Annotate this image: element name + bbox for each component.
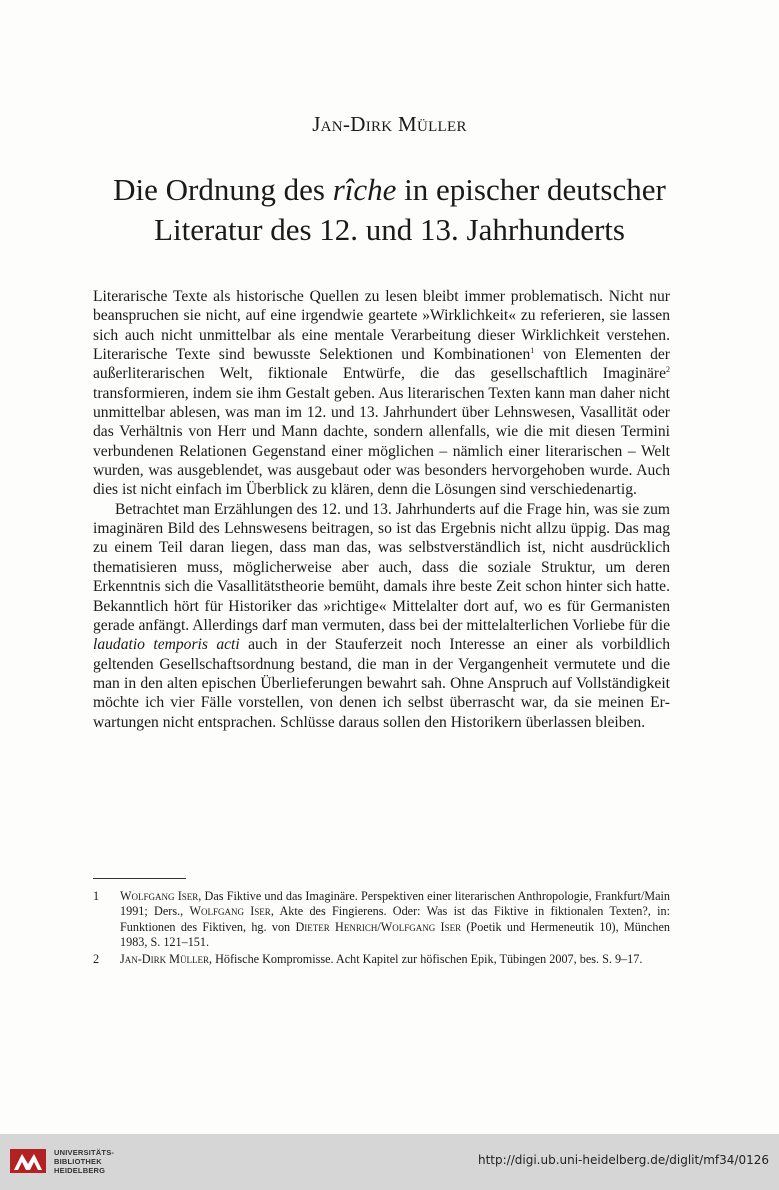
footnote-citation: , Akte des Fingierens. Oder: Was ist das Fiktive in fiktionalen Texten?, in: Funktionen des Fiktiven, hg. von [120, 904, 670, 934]
page-url[interactable]: http://digi.ub.uni-heidelberg.de/diglit/mf34/0126 [478, 1153, 769, 1167]
footnote-ref-2[interactable]: 2 [666, 365, 670, 375]
footnote-author: Jan-Dirk Müller [120, 952, 209, 967]
library-name [54, 1148, 114, 1175]
footnote-1 [93, 889, 670, 950]
title-text-1: Die Ordnung des [113, 172, 333, 207]
footnote-author: Wolfgang Iser [189, 904, 271, 919]
chapter-title [60, 170, 719, 250]
paragraph-1-text-b: von Elementen der außerliterarischen Welt, fiktionale Entwürfe, die das gesellschaftlich Imaginäre [93, 346, 670, 383]
library-name-line: BIBLIOTHEK [54, 1156, 102, 1166]
footnote-number: 2 [93, 952, 100, 967]
paragraph-1-text-a: Literarische Texte als historische Quellen zu lesen bleibt immer problematisch. Nicht nur beanspruchen sie nicht, auf eine irgendwie geartete »Wirklichkeit« zu referieren, sie lassen sich auch nicht unmittelbar als eine mentale Verarbeitung dieser Wirklichkeit verstehen. Literarische Texte sind bewusste Selektionen und Kombinationen [93, 288, 670, 364]
paragraph-1-text-c: transformieren, indem sie ihm Gestalt geben. Aus literarischen Texten kann man daher nicht unmittelbar ablesen, was man im 12. und 13. Jahrhundert über Lehnswesen, Vasallität oder das Verhältnis von Herr und Mann dachte, sondern allenfalls, wie die mit diesen Termini verbundenen Relationen Gegenstand einer möglichen – nämlich einer literarischen – Welt wurden, was ausgeblendet, was ausgebaut oder was besonders hervorgehoben wurde. Auch dies ist nicht einfach im Überblick zu klären, denn die Lösungen sind verschiedenartig. [93, 384, 670, 499]
footnote-ref-1[interactable]: 1 [530, 346, 535, 356]
library-name-line: UNIVERSITÄTS- [54, 1147, 115, 1157]
footnote-citation: (Poetik und Hermeneutik 10), München 1983, S. 121–151. [120, 919, 670, 949]
footnote-number: 1 [93, 889, 100, 903]
library-name-line: HEIDELBERG [54, 1165, 106, 1175]
footnote-author: Dieter Henrich/Wolfgang Iser [295, 919, 462, 934]
footnote-author: Wolfgang Iser [120, 889, 199, 903]
library-logo[interactable] [8, 1146, 114, 1176]
title-text-2: in epischer deutscher [396, 172, 666, 207]
paragraph-1 [93, 287, 670, 500]
footnote-text [120, 889, 670, 950]
paragraph-2 [93, 500, 670, 732]
footnotes [93, 889, 670, 969]
title-italic-term: rîche [332, 172, 397, 207]
paragraph-2-italic: laudatio temporis acti [93, 636, 240, 654]
footnote-text [120, 952, 670, 967]
body-text [93, 287, 670, 732]
library-emblem-icon [8, 1146, 48, 1176]
footnote-citation: , Höfische Kompromisse. Acht Kapitel zur höfischen Epik, Tübingen 2007, bes. S. 9–17. [208, 952, 643, 967]
footnote-2 [93, 952, 670, 967]
footnote-citation: , Das Fiktive und das Imaginäre. Perspektiven einer literarischen Anthropologie, Frankfurt/Main 1991; Ders., [120, 889, 670, 919]
title-line-2: Literatur des 12. und 13. Jahrhunderts [154, 212, 625, 247]
footnote-divider [93, 878, 186, 879]
viewer-footer [0, 1134, 779, 1190]
paragraph-2-text-a: Betrachtet man Erzählungen des 12. und 13. Jahrhunderts auf die Frage hin, was sie zum imaginären Bild des Lehnswesens beitragen, so ist das Ergebnis nicht allzu üppig. Das mag zu einem Teil daran liegen, dass man das, was selbstverständlich ist, nicht ausdrücklich thematisieren muss, möglicherweise aber auch, dass die soziale Struktur, um deren Erkenntnis sich die Vasallitätstheorie bemüht, damals ihre beste Zeit schon hinter sich hatte. Bekanntlich hört für Historiker das »richtige« Mittelalter dort auf, wo es für Germanisten gerade anfängt. Allerdings darf man vermuten, dass bei der mittelalterlichen Vorliebe für die [93, 500, 670, 634]
paragraph-2-text-b: auch in der Stauferzeit noch Interesse an einer als vorbildlich geltenden Gesellschaftsordnung bestand, die man in der Vergangenheit vermutete und die man in den alten epischen Überlieferungen bewahrt sah. Ohne Anspruch auf Vollständigkeit möchte ich vier Fälle vorstellen, von denen ich selbst überrascht war, da sie meinen Erwartungen nicht entsprachen. Schlüsse daraus sollen den Historikern überlassen bleiben. [93, 636, 671, 731]
author-name: Jan-Dirk Müller [312, 112, 467, 136]
